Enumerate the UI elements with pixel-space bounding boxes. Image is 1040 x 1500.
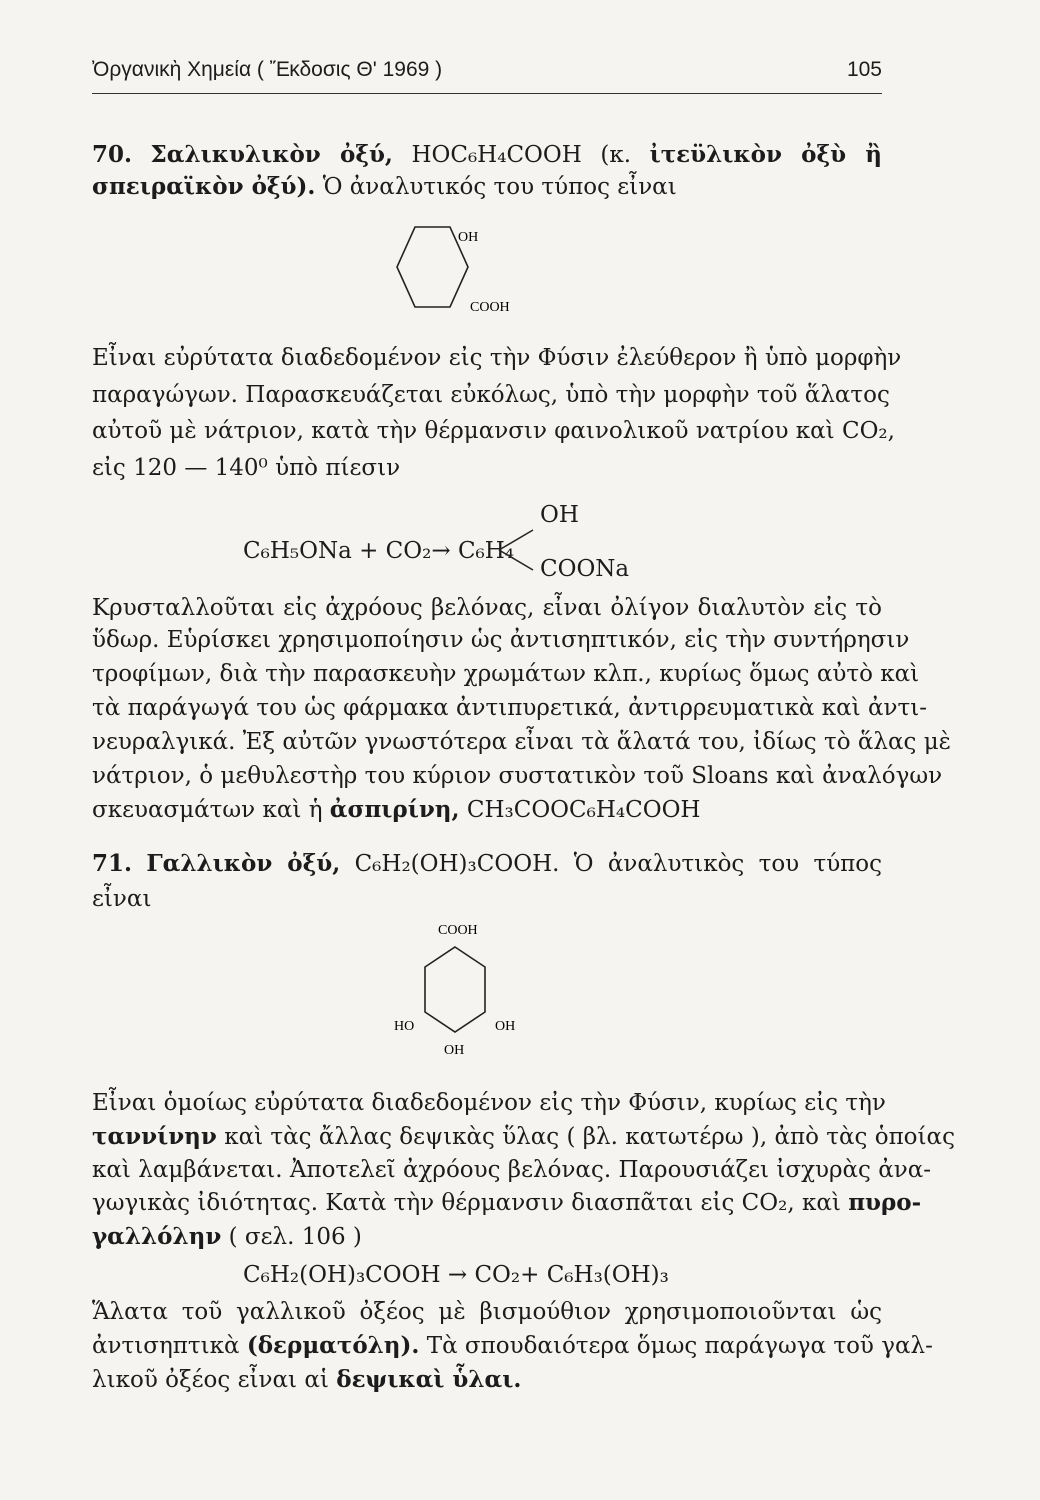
para-71-1-line-1: Εἶναι ὁμοίως εὐρύτατα διαδεδομένον εἰς τὴν Φύσιν, κυρίως εἰς τὴν <box>92 1090 886 1116</box>
gallic-acid-structure <box>380 912 550 1072</box>
para-70-1-line-3: αὐτοῦ μὲ νάτριον, κατὰ τὴν θέρμανσιν φαινολικοῦ νατρίου καὶ CO₂, <box>92 418 895 444</box>
para-71-1-line-4 <box>92 1188 922 1218</box>
alt-name: ἰτεϋλικὸν ὀξὺ ἢ <box>649 141 883 168</box>
page-reference: ( σελ. 106 ) <box>228 1224 362 1250</box>
oh-group-label-right: OH <box>495 1019 516 1034</box>
para-70-2-line-4: τὰ παράγωγά του ὡς φάρμακα ἀντιπυρετικά, ἀντιρρευματικὰ καὶ ἀντι- <box>92 695 927 721</box>
section-number: 71. <box>92 850 133 877</box>
alt-prefix: (κ. <box>600 142 632 168</box>
compound-name: Σαλικυλικὸν ὀξύ, <box>150 141 393 168</box>
para-70-1-line-4: εἰς 120 — 140⁰ ὑπὸ πίεσιν <box>92 455 401 481</box>
para-70-2-line-3: τροφίμων, διὰ τὴν παρασκευὴν χρωμάτων κλπ., κυρίως ὅμως αὐτὸ καὶ <box>92 661 920 687</box>
equation-coona: COONa <box>540 556 630 582</box>
oh-group-label: OH <box>458 230 479 245</box>
para-71-1-line-3: καὶ λαμβάνεται. Ἀποτελεῖ ἀχρόους βελόνας. Παρουσιάζει ἰσχυρὰς ἀνα- <box>92 1157 932 1183</box>
salicylate-synthesis-equation <box>243 502 663 590</box>
para-71-2-line-1: Ἅλατα τοῦ γαλλικοῦ ὀξέος μὲ βισμούθιον χρησιμοποιοῦνται ὡς <box>92 1299 882 1325</box>
header-rule <box>92 93 882 94</box>
para-71-1-line-5 <box>92 1222 882 1252</box>
section-number: 70. <box>92 141 133 168</box>
para-70-2-line-5: νευραλγικά. Ἐξ αὐτῶν γνωστότερα εἶναι τὰ ἅλατά του, ἰδίως τὸ ἅλας μὲ <box>92 729 952 755</box>
para-70-2-line-1: Κρυσταλλοῦται εἰς ἀχρόους βελόνας, εἶναι ὀλίγον διαλυτὸν εἰς τὸ <box>92 595 882 621</box>
para-71-1-line-2 <box>92 1122 955 1152</box>
oh-group-label-bottom: OH <box>444 1043 465 1058</box>
line-text: Τὰ σπουδαιότερα ὅμως παράγωγα τοῦ γαλ- <box>426 1333 933 1359</box>
equation-oh: OH <box>540 502 579 528</box>
section-71-heading <box>92 849 882 879</box>
section-70-heading <box>92 140 882 170</box>
line-text: καὶ τὰς ἄλλας δεψικὰς ὕλας ( βλ. κατωτέρω ), ἀπὸ τὰς ὁποίας <box>224 1124 955 1150</box>
compound-name: Γαλλικὸν ὀξύ, <box>146 850 341 877</box>
para-70-1-line-2: παραγώγων. Παρασκευάζεται εὐκόλως, ὑπὸ τὴν μορφὴν τοῦ ἅλατος <box>92 382 890 408</box>
ho-group-label: HO <box>394 1019 415 1034</box>
cooh-group-label: COOH <box>470 300 510 315</box>
tanning-materials-term: δεψικαὶ ὗλαι. <box>336 1366 522 1393</box>
pyrogallol-term-cont: γαλλόλην <box>92 1223 222 1250</box>
para-70-2-line-6: νάτριον, ὁ μεθυλεστὴρ του κύριον συστατικὸν τοῦ Sloans καὶ ἀναλόγων <box>92 763 943 789</box>
alt-name-2: σπειραϊκὸν ὀξύ). <box>92 173 316 200</box>
header-title: Ὀργανικὴ Χημεία ( Ἔκδοσις Θ' 1969 ) <box>92 58 443 81</box>
para-71-2-line-3 <box>92 1365 882 1395</box>
branch-lines <box>497 524 539 574</box>
structure-intro: Ὁ ἀναλυτικὸς του τύπος <box>573 851 883 877</box>
line-text: γωγικὰς ἰδιότητας. Κατὰ τὴν θέρμανσιν διασπᾶται εἰς CO₂, καὶ <box>92 1190 841 1216</box>
line-text: ἀντισηπτικὰ <box>92 1333 240 1359</box>
line-text: λικοῦ ὀξέος εἶναι αἱ <box>92 1367 329 1393</box>
cooh-group-label: COOH <box>438 923 478 938</box>
dermatol-term: (δερματόλη). <box>246 1332 420 1359</box>
section-71-heading-cont: εἶναι <box>92 886 152 912</box>
compound-formula: C₆H₂(OH)₃COOH. <box>354 851 560 877</box>
benzene-ring <box>425 947 485 1032</box>
aspirin-formula: CH₃COOC₆H₄COOH <box>466 797 701 823</box>
equation-reactants: C₆H₅ONa + CO₂→ C₆H₄ <box>243 538 515 564</box>
para-70-2-line-2: ὕδωρ. Εὑρίσκει χρησιμοποίησιν ὡς ἀντισηπτικόν, εἰς τὴν συντήρησιν <box>92 627 910 653</box>
running-header <box>92 58 882 92</box>
line-text: σκευασμάτων καὶ ἡ <box>92 797 323 823</box>
aspirin-term: ἀσπιρίνη, <box>329 796 460 823</box>
compound-formula: HOC₆H₄COOH <box>411 142 582 168</box>
section-70-heading-cont <box>92 172 882 202</box>
pyrogallol-term: πυρο- <box>848 1189 922 1216</box>
para-70-2-line-7 <box>92 795 882 825</box>
gallic-decomposition-equation: C₆H₂(OH)₃COOH → CO₂+ C₆H₃(OH)₃ <box>243 1262 669 1288</box>
page-number: 105 <box>846 58 882 81</box>
salicylic-acid-structure <box>370 215 540 345</box>
structure-intro: Ὁ ἀναλυτικός του τύπος εἶναι <box>322 174 677 200</box>
para-70-1-line-1: Εἶναι εὐρύτατα διαδεδομένον εἰς τὴν Φύσιν ἐλεύθερον ἢ ὑπὸ μορφὴν <box>92 345 902 371</box>
para-71-2-line-2 <box>92 1331 933 1361</box>
tannin-term: ταννίνην <box>92 1123 217 1150</box>
